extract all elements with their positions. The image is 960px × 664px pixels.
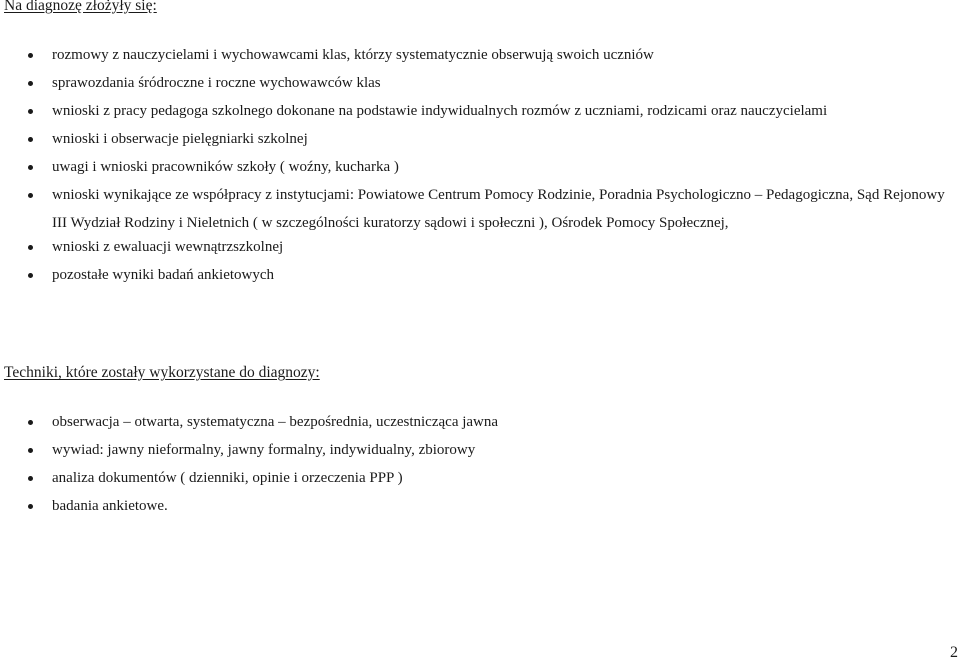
list-item-text: obserwacja – otwarta, systematyczna – bezpośrednia, uczestnicząca jawna xyxy=(52,414,499,430)
list-item-text: sprawozdania śródroczne i roczne wychowawców klas xyxy=(52,75,381,91)
list-item xyxy=(0,73,958,101)
list-item-text: pozostałe wyniki badań ankietowych xyxy=(52,267,275,283)
bullet-icon xyxy=(28,81,33,86)
list-item xyxy=(0,496,498,524)
list-item-text: uwagi i wnioski pracowników szkoły ( woźny, kucharka ) xyxy=(52,159,399,175)
bullet-icon xyxy=(28,476,33,481)
list-item xyxy=(0,101,958,129)
list-item xyxy=(0,468,498,496)
bullet-icon xyxy=(28,504,33,509)
list-item-text: wnioski z ewaluacji wewnątrzszkolnej xyxy=(52,239,284,255)
list-item-text: badania ankietowe. xyxy=(52,498,168,514)
bullet-icon xyxy=(28,109,33,114)
bullet-icon xyxy=(28,137,33,142)
list-item-text: wywiad: jawny nieformalny, jawny formalny, indywidualny, zbiorowy xyxy=(52,442,476,458)
bullet-icon xyxy=(28,448,33,453)
list-item-text: analiza dokumentów ( dzienniki, opinie i orzeczenia PPP ) xyxy=(52,470,403,486)
bullet-icon xyxy=(28,273,33,278)
list-item xyxy=(0,129,958,157)
bullet-icon xyxy=(28,165,33,170)
list-item xyxy=(0,440,498,468)
section-heading-techniques: Techniki, które zostały wykorzystane do diagnozy: xyxy=(4,364,320,381)
list-item-text: wnioski z pracy pedagoga szkolnego dokonane na podstawie indywidualnych rozmów z uczniami, rodzicami oraz nauczycielami xyxy=(52,103,828,119)
list-item xyxy=(0,181,958,237)
list-item xyxy=(0,412,498,440)
list-item-text: rozmowy z nauczycielami i wychowawcami klas, którzy systematycznie obserwują swoich uczniów xyxy=(52,47,654,63)
bullet-icon xyxy=(28,193,33,198)
list-item-text: wnioski i obserwacje pielęgniarki szkolnej xyxy=(52,131,308,147)
bullet-icon xyxy=(28,420,33,425)
bullet-icon xyxy=(28,53,33,58)
list-item xyxy=(0,237,958,265)
bullet-icon xyxy=(28,245,33,250)
list-item-text: wnioski wynikające ze współpracy z instytucjami: Powiatowe Centrum Pomocy Rodzinie, Poradnia Psychologiczno – Pedagogiczna, Sąd Rejonowy III Wydział Rodziny i Nieletnich ( w szczególności kuratorzy sądowi i społeczni ), Ośrodek Pomocy Społecznej, xyxy=(52,187,945,231)
list-item xyxy=(0,265,958,293)
page-number: 2 xyxy=(950,644,958,661)
list-item xyxy=(0,45,958,73)
diagnosis-techniques-list xyxy=(0,412,498,524)
diagnosis-sources-list xyxy=(0,45,958,293)
section-heading-diagnosis: Na diagnozę złożyły się: xyxy=(4,0,157,14)
